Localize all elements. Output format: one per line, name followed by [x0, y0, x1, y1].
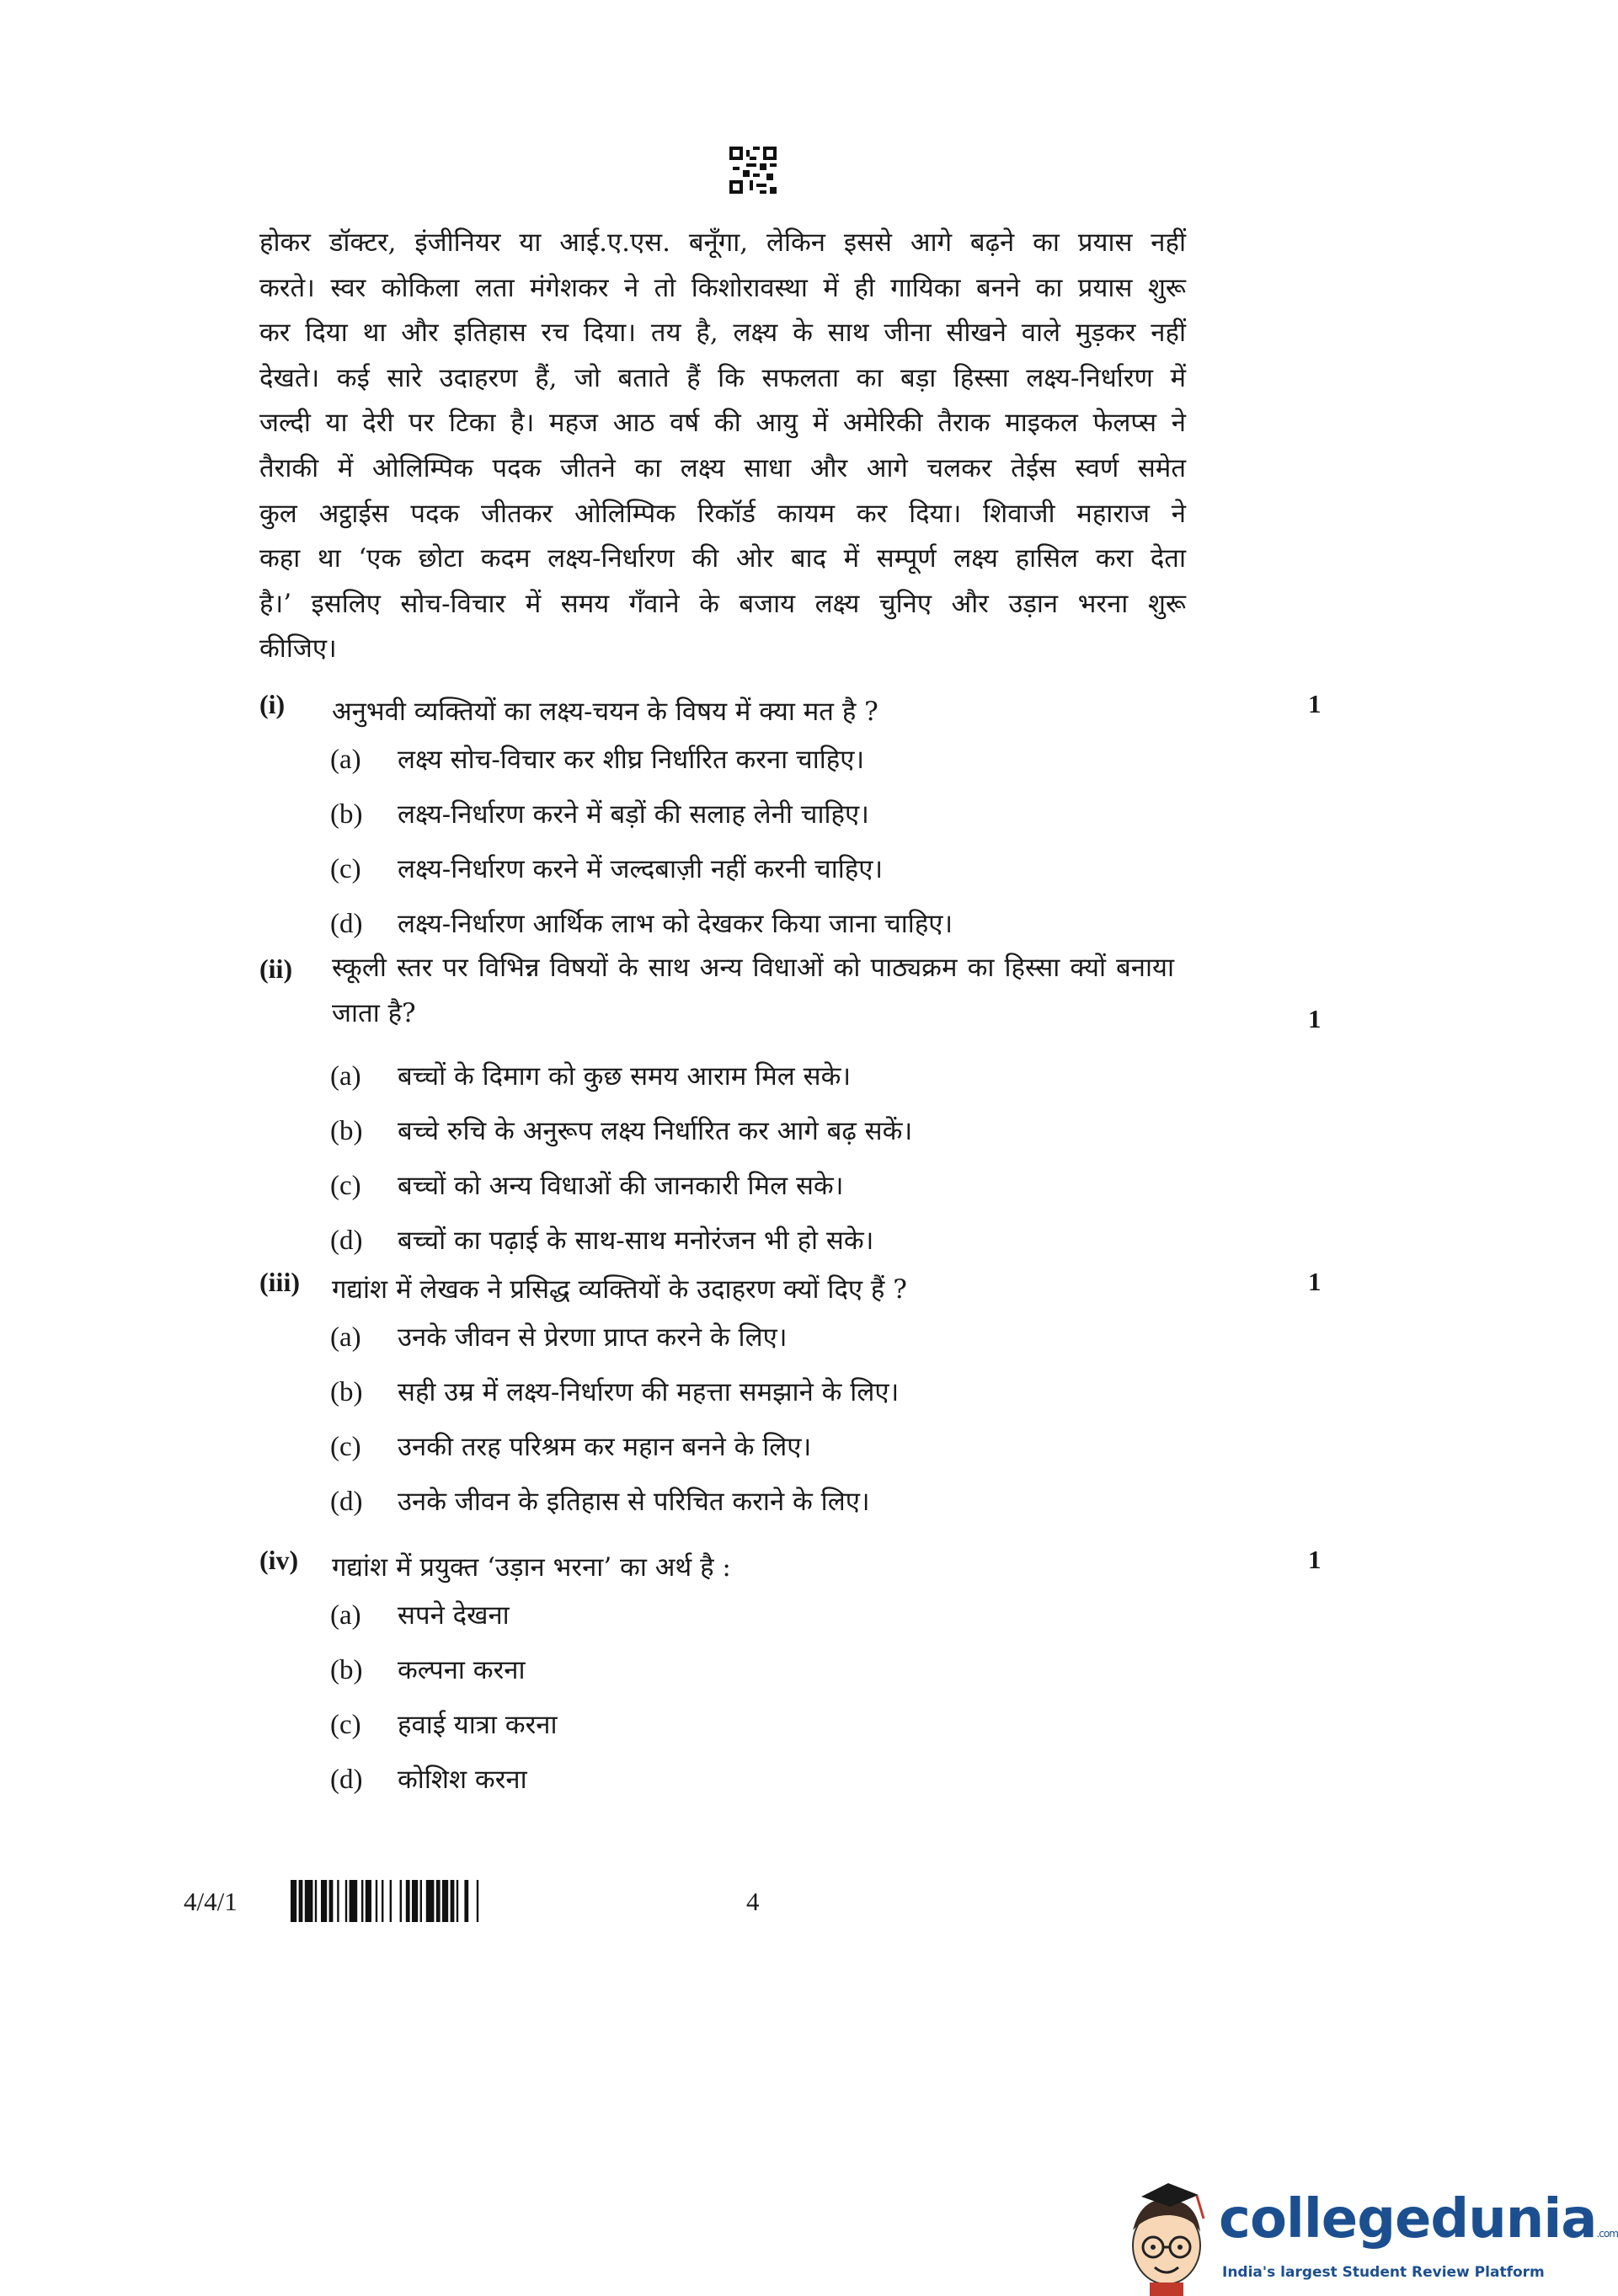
- option-label: (b): [330, 1116, 363, 1146]
- option-text: लक्ष्य-निर्धारण करने में जल्दबाज़ी नहीं करनी चाहिए।: [398, 854, 884, 884]
- barcode-bar: [451, 1880, 455, 1922]
- qr-code: [729, 147, 777, 194]
- logo-domain: .com: [1596, 2228, 1618, 2240]
- option-text: सपने देखना: [398, 1600, 510, 1631]
- option-text: लक्ष्य-निर्धारण करने में बड़ों की सलाह लेनी चाहिए।: [398, 799, 869, 830]
- option-a: [330, 1597, 510, 1632]
- barcode-bar: [457, 1880, 458, 1922]
- student-mascot-icon: [1116, 2171, 1217, 2296]
- barcode-bar: [366, 1880, 371, 1922]
- logo-tagline: India's largest Student Review Platform: [1222, 2264, 1545, 2281]
- option-c: [330, 1428, 811, 1464]
- passage-line: होकर डॉक्टर, इंजीनियर या आई.ए.एस. बनूँगा, लेकिन इससे आगे बढ़ने का प्रयास नहीं: [259, 227, 1186, 258]
- option-label: (c): [330, 1171, 361, 1201]
- question-number: (ii): [259, 953, 293, 984]
- option-text: उनके जीवन से प्रेरणा प्राप्त करने के लिए।: [398, 1322, 788, 1353]
- option-text: उनकी तरह परिश्रम कर महान बनने के लिए।: [398, 1432, 812, 1462]
- option-d: [330, 1483, 870, 1519]
- question-marks: 1: [1308, 1267, 1322, 1296]
- barcode-bar: [350, 1880, 358, 1922]
- option-d: [330, 905, 953, 941]
- option-a: [330, 1058, 851, 1093]
- barcode-bar: [376, 1880, 377, 1922]
- question-text: अनुभवी व्यक्तियों का लक्ष्य-चयन के विषय में क्या मत है ?: [332, 697, 878, 727]
- passage-line: जल्दी या देरी पर टिका है। महज आठ वर्ष की आयु में अमेरिकी तैराक माइकल फेलप्स ने: [259, 408, 1186, 439]
- passage-line: देखते। कई सारे उदाहरण हैं, जो बताते हैं कि सफलता का बड़ा हिस्सा लक्ष्य-निर्धारण में: [259, 362, 1186, 393]
- option-b: [330, 1652, 526, 1687]
- option-c: [330, 1706, 558, 1742]
- option-label: (a): [330, 1061, 361, 1092]
- option-text: बच्चों को अन्य विधाओं की जानकारी मिल सके।: [398, 1171, 844, 1201]
- option-label: (c): [330, 854, 361, 884]
- barcode-bar: [464, 1880, 468, 1922]
- question-marks: 1: [1308, 689, 1322, 718]
- barcode-bar: [420, 1880, 422, 1922]
- option-label: (a): [330, 745, 361, 775]
- barcode-bar: [442, 1880, 448, 1922]
- option-label: (d): [330, 1765, 363, 1795]
- page-number: 4: [746, 1887, 760, 1916]
- option-b: [330, 796, 869, 831]
- barcode: [291, 1880, 535, 1922]
- passage-line: है।’ इसलिए सोच-विचार में समय गँवाने के बजाय लक्ष्य चुनिए और उड़ान भरना शुरू: [259, 588, 1186, 619]
- option-text: बच्चों का पढ़ाई के साथ-साथ मनोरंजन भी हो सके।: [398, 1225, 874, 1256]
- option-d: [330, 1761, 527, 1797]
- option-text: बच्चे रुचि के अनुरूप लक्ष्य निर्धारित कर आगे बढ़ सकें।: [398, 1116, 913, 1146]
- question-text: गद्यांश में प्रयुक्त ‘उड़ान भरना’ का अर्थ है :: [332, 1552, 731, 1583]
- option-label: (d): [330, 909, 363, 939]
- option-text: कल्पना करना: [398, 1655, 526, 1685]
- option-label: (c): [330, 1432, 361, 1462]
- passage-line: कर दिया था और इतिहास रच दिया। तय है, लक्ष्य के साथ जीना सीखने वाले मुड़कर नहीं: [259, 318, 1186, 349]
- option-label: (a): [330, 1600, 361, 1631]
- option-c: [330, 1167, 843, 1203]
- option-text: कोशिश करना: [398, 1765, 527, 1795]
- barcode-bar: [406, 1880, 410, 1922]
- option-c: [330, 851, 883, 886]
- question-text: स्कूली स्तर पर विभिन्न विषयों के साथ अन्य विधाओं को पाठ्यक्रम का हिस्सा क्यों बनाया जाता है?: [332, 953, 1174, 1028]
- barcode-bar: [477, 1880, 478, 1922]
- option-label: (b): [330, 1377, 363, 1407]
- barcode-bar: [400, 1880, 402, 1922]
- collegedunia-logo: [1116, 2171, 1618, 2296]
- barcode-bar: [321, 1880, 327, 1922]
- option-a: [330, 741, 864, 777]
- option-d: [330, 1222, 873, 1257]
- barcode-bar: [412, 1880, 418, 1922]
- barcode-bar: [345, 1880, 347, 1922]
- option-label: (d): [330, 1487, 363, 1517]
- passage-line: करते। स्वर कोकिला लता मंगेशकर ने तो किशोरावस्था में ही गायिका बनने का प्रयास शुरू: [259, 272, 1186, 303]
- barcode-bar: [361, 1880, 363, 1922]
- question-marks: 1: [1308, 1545, 1322, 1574]
- barcode-bar: [426, 1880, 435, 1922]
- passage-line: कीजिए।: [259, 633, 337, 665]
- option-text: बच्चों के दिमाग को कुछ समय आराम मिल सके।: [398, 1061, 852, 1092]
- option-label: (a): [330, 1322, 361, 1353]
- passage-line: कुल अट्ठाईस पदक जीतकर ओलिम्पिक रिकॉर्ड कायम कर दिया। शिवाजी महाराज ने: [259, 498, 1186, 529]
- option-label: (c): [330, 1710, 361, 1740]
- passage: [259, 221, 1186, 672]
- barcode-bar: [299, 1880, 303, 1922]
- question-number: (iv): [259, 1545, 299, 1575]
- question-text: गद्यांश में लेखक ने प्रसिद्ध व्यक्तियों के उदाहरण क्यों दिए हैं ?: [332, 1274, 907, 1305]
- barcode-bar: [315, 1880, 317, 1922]
- option-a: [330, 1319, 788, 1354]
- barcode-bar: [305, 1880, 313, 1922]
- option-text: हवाई यात्रा करना: [398, 1710, 558, 1740]
- option-text: उनके जीवन के इतिहास से परिचित कराने के लिए।: [398, 1487, 870, 1517]
- option-text: लक्ष्य सोच-विचार कर शीघ्र निर्धारित करना चाहिए।: [398, 745, 865, 775]
- logo-wordmark: collegedunia.com: [1219, 2188, 1618, 2251]
- passage-line: तैराकी में ओलिम्पिक पदक जीतने का लक्ष्य साधा और आगे चलकर तेईस स्वर्ण समेत: [259, 452, 1186, 483]
- passage-line: कहा था ‘एक छोटा कदम लक्ष्य-निर्धारण की ओर बाद में सम्पूर्ण लक्ष्य हासिल करा देता: [259, 543, 1186, 574]
- question-marks: 1: [1308, 1004, 1322, 1033]
- barcode-bar: [390, 1880, 392, 1922]
- barcode-bar: [329, 1880, 334, 1922]
- barcode-bar: [436, 1880, 441, 1922]
- barcode-bar: [382, 1880, 383, 1922]
- option-label: (d): [330, 1225, 363, 1256]
- barcode-bar: [291, 1880, 296, 1922]
- option-text: सही उम्र में लक्ष्य-निर्धारण की महत्ता समझाने के लिए।: [398, 1377, 900, 1407]
- barcode-bar: [337, 1880, 339, 1922]
- question-number: (iii): [259, 1267, 300, 1297]
- paper-code: 4/4/1: [184, 1887, 238, 1916]
- option-b: [330, 1113, 912, 1148]
- option-label: (b): [330, 799, 363, 830]
- option-text: लक्ष्य-निर्धारण आर्थिक लाभ को देखकर किया जाना चाहिए।: [398, 909, 953, 939]
- option-label: (b): [330, 1655, 363, 1685]
- option-b: [330, 1374, 899, 1409]
- question-number: (i): [259, 689, 286, 719]
